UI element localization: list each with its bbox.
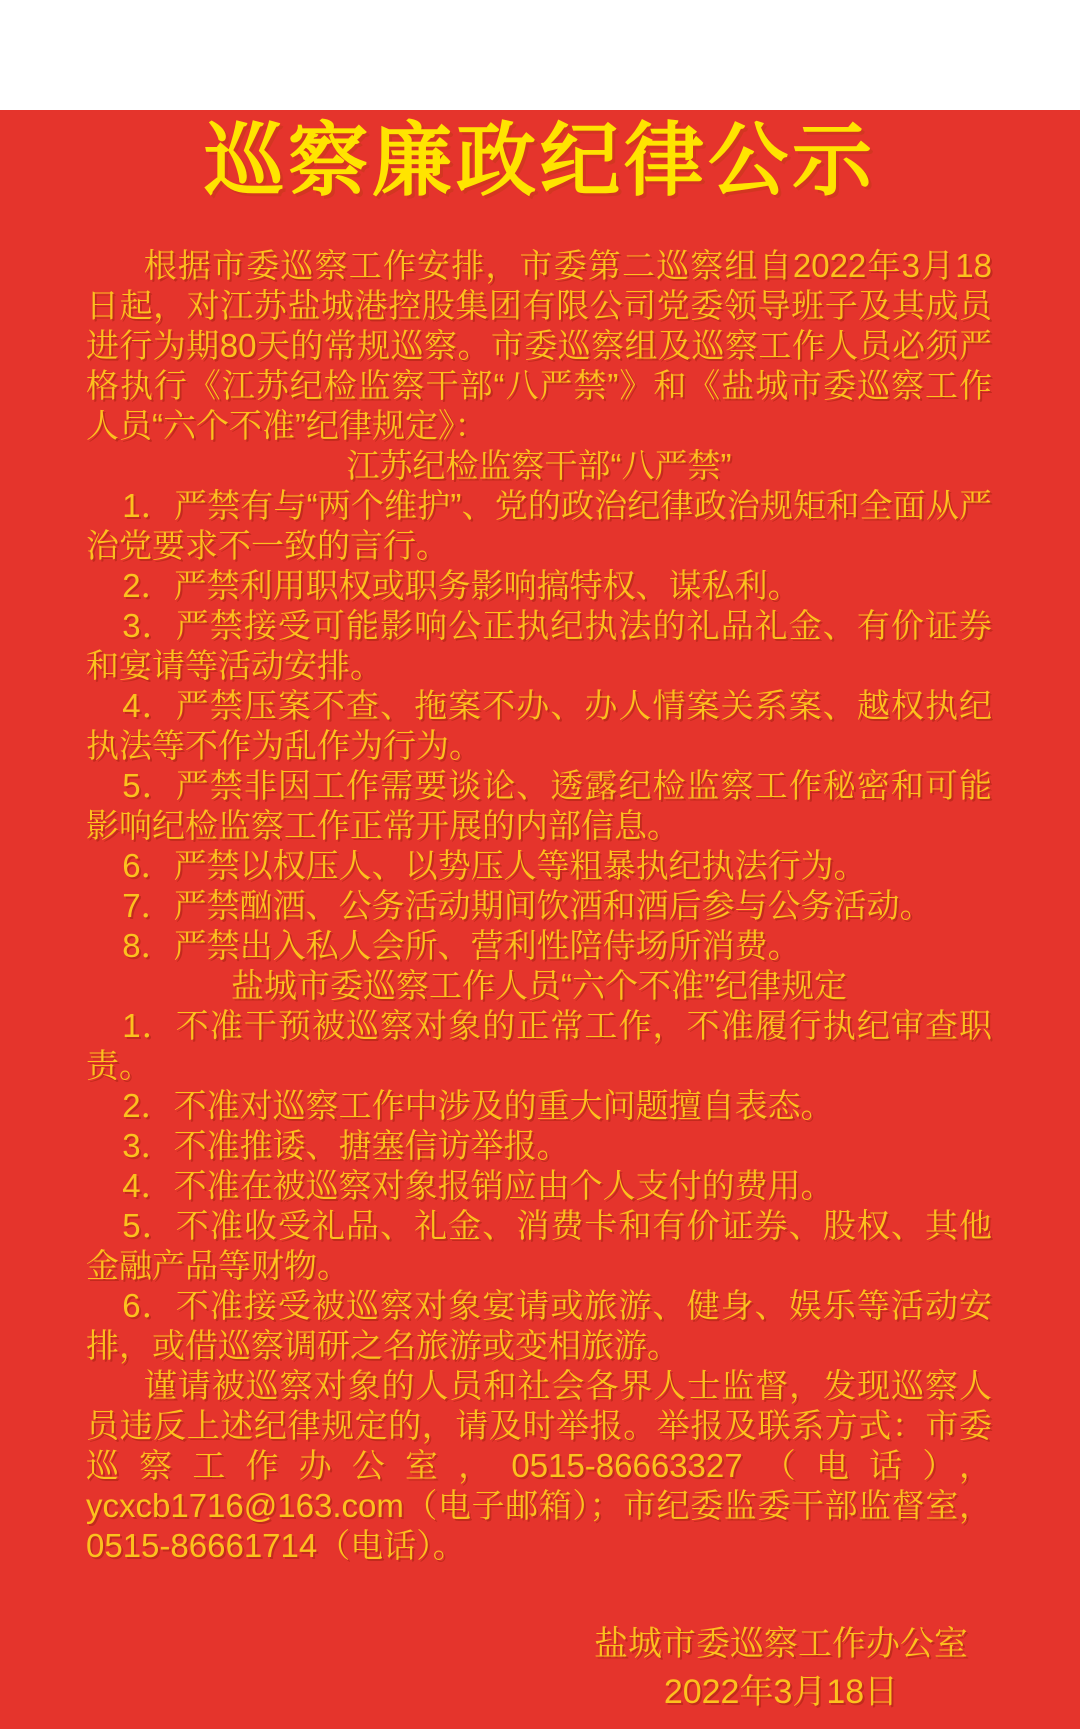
list-item: 3．不准推诿、搪塞信访举报。 [122, 1127, 570, 1164]
notice-poster [0, 110, 1080, 1729]
list-item: 1．严禁有与“两个维护”、党的政治纪律政治规矩和全面从严治党要求不一致的言行。 [86, 487, 992, 564]
list-item: 4．不准在被巡察对象报销应由个人支付的费用。 [122, 1167, 834, 1204]
signature-org: 盐城市委巡察工作办公室 [594, 1625, 968, 1663]
list-item: 2．严禁利用职权或职务影响搞特权、谋私利。 [122, 567, 801, 604]
list-item: 6．严禁以权压人、以势压人等粗暴执纪执法行为。 [122, 847, 867, 884]
intro-paragraph: 根据市委巡察工作安排，市委第二巡察组自2022年3月18日起，对江苏盐城港控股集团有限公司党委领导班子及其成员进行为期80天的常规巡察。市委巡察组及巡察工作人员必须严格执行《江苏纪检监察干部“八严禁”》和《盐城市委巡察工作人员“六个不准”纪律规定》： [86, 247, 992, 444]
signature-date: 2022年3月18日 [663, 1673, 899, 1711]
closing-paragraph: 谨请被巡察对象的人员和社会各界人士监督，发现巡察人员违反上述纪律规定的，请及时举报。举报及联系方式：市委巡察工作办公室，0515-86663327（电话），ycxcb1716@163.com（电子邮箱）；市纪委监委干部监督室，0515-86661714（电话）。 [86, 1367, 992, 1564]
list-item: 7．严禁酗酒、公务活动期间饮酒和酒后参与公务活动。 [122, 887, 933, 924]
list-item: 2．不准对巡察工作中涉及的重大问题擅自表态。 [122, 1087, 834, 1124]
list-item: 4．严禁压案不查、拖案不办、办人情案关系案、越权执纪执法等不作为乱作为行为。 [86, 687, 992, 764]
notice-body [86, 246, 992, 1566]
section1-heading: 江苏纪检监察干部“八严禁” [346, 447, 732, 484]
list-item: 8．严禁出入私人会所、营利性陪侍场所消费。 [122, 927, 801, 964]
section2-heading: 盐城市委巡察工作人员“六个不准”纪律规定 [231, 967, 847, 1004]
list-item: 6．不准接受被巡察对象宴请或旅游、健身、娱乐等活动安排，或借巡察调研之名旅游或变相旅游。 [86, 1287, 992, 1364]
signature-block [594, 1620, 968, 1716]
list-item: 1．不准干预被巡察对象的正常工作，不准履行执纪审查职责。 [86, 1007, 992, 1084]
poster-title: 巡察廉政纪律公示 [204, 116, 876, 205]
list-item: 3．严禁接受可能影响公正执纪执法的礼品礼金、有价证券和宴请等活动安排。 [86, 607, 992, 684]
list-item: 5．不准收受礼品、礼金、消费卡和有价证券、股权、其他金融产品等财物。 [86, 1207, 992, 1284]
list-item: 5．严禁非因工作需要谈论、透露纪检监察工作秘密和可能影响纪检监察工作正常开展的内部信息。 [86, 767, 992, 844]
